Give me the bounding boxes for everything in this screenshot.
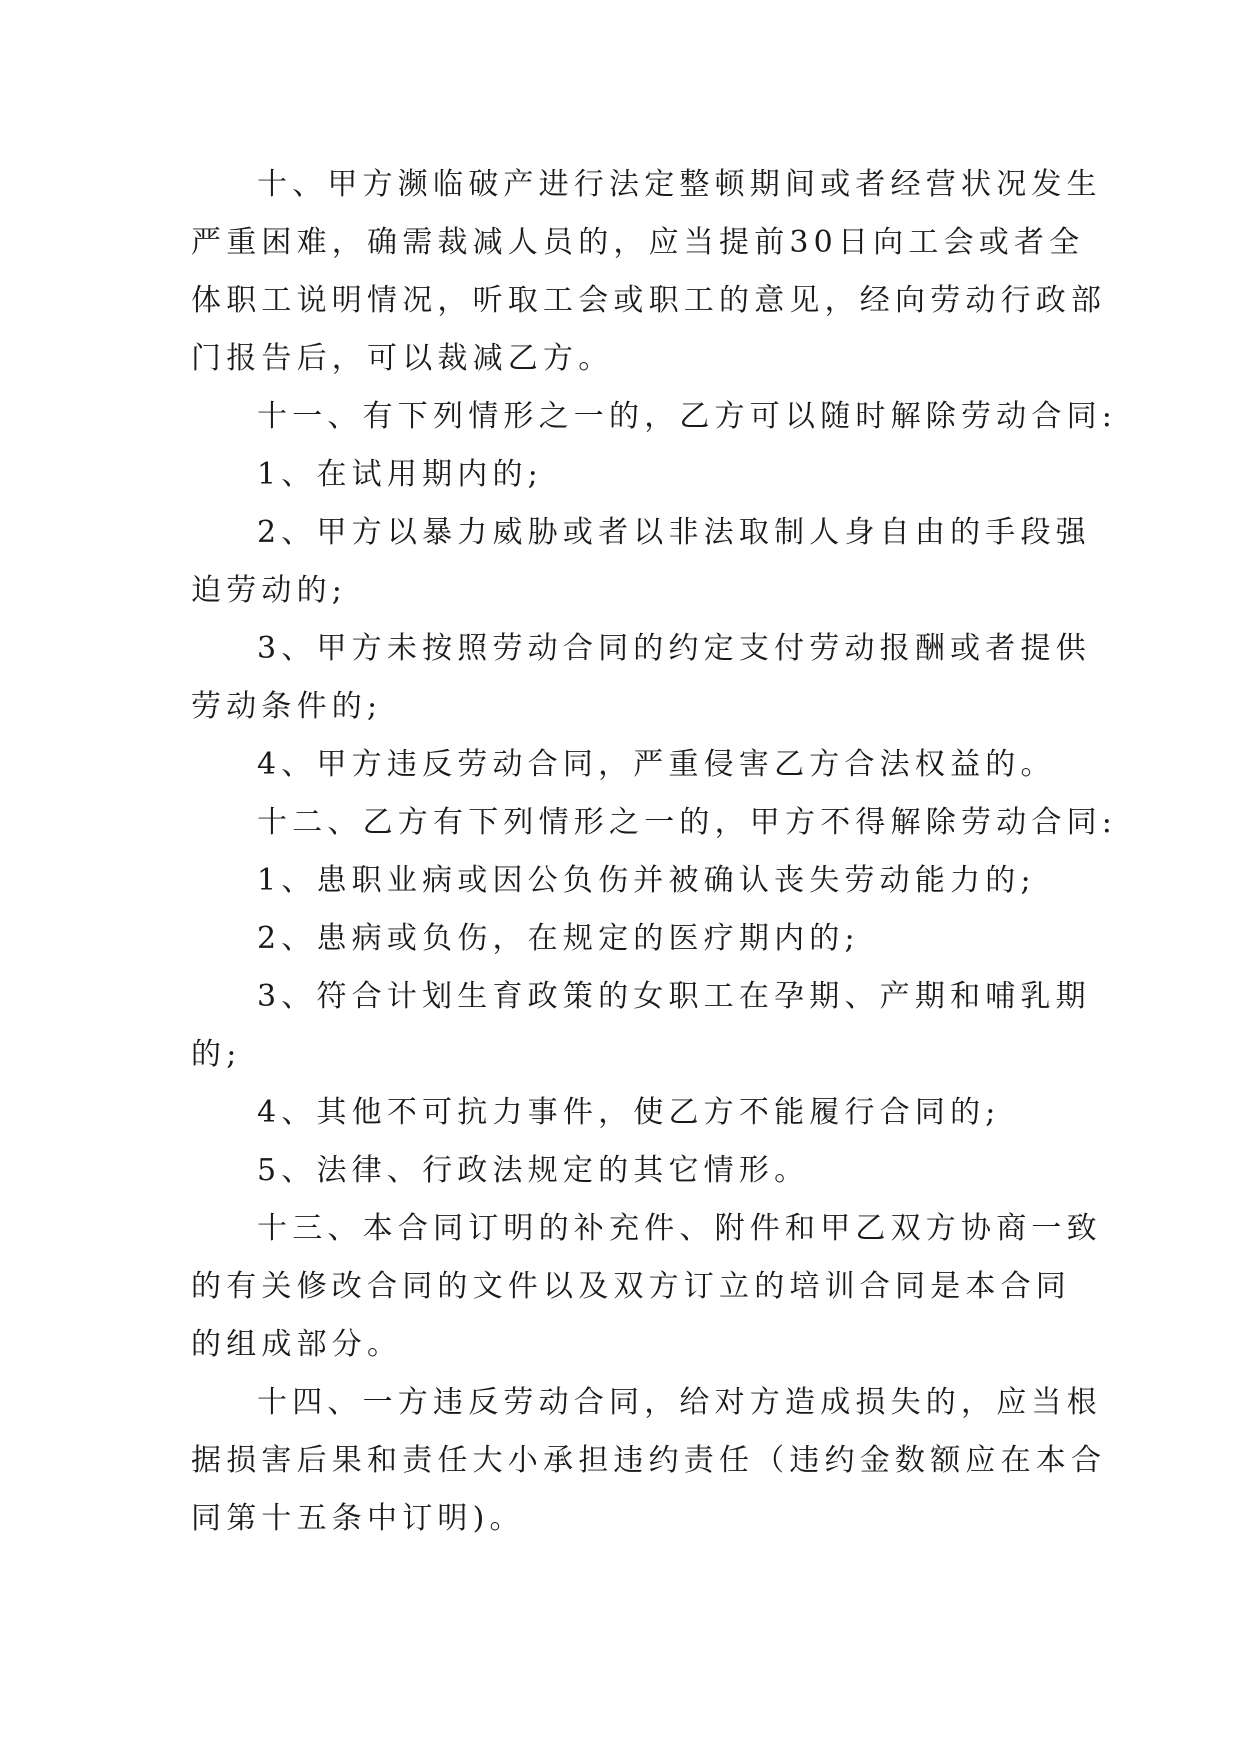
text-line: 的;: [191, 1037, 242, 1072]
text-line: 2、甲方以暴力威胁或者以非法取制人身自由的手段强: [257, 515, 1091, 550]
clause-12-item-1-paragraph: [191, 852, 1041, 910]
text-line: 的组成部分。: [191, 1327, 403, 1362]
text-line: 劳动条件的;: [191, 689, 383, 724]
text-line: 2、患病或负伤，在规定的医疗期内的;: [257, 921, 860, 956]
text-line: 十、甲方濒临破产进行法定整顿期间或者经营状况发生: [257, 167, 1102, 202]
text-line: 十四、一方违反劳动合同，给对方造成损失的，应当根: [257, 1385, 1102, 1420]
document-body: [191, 156, 1118, 1548]
clause-12-item-4-paragraph: [191, 1084, 1041, 1142]
clause-11-paragraph: [191, 388, 1118, 446]
text-line: 迫劳动的;: [191, 573, 348, 608]
text-line: 十三、本合同订明的补充件、附件和甲乙双方协商一致: [257, 1211, 1102, 1246]
clause-12-item-3-paragraph: [191, 968, 1091, 1084]
text-line: 严重困难，确需裁减人员的，应当提前30日向工会或者全: [191, 225, 1085, 260]
clause-12-paragraph: [191, 794, 1118, 852]
text-line: 十二、乙方有下列情形之一的，甲方不得解除劳动合同:: [257, 805, 1118, 840]
clause-13-paragraph: [191, 1200, 1102, 1374]
text-line: 4、甲方违反劳动合同，严重侵害乙方合法权益的。: [257, 747, 1056, 782]
text-line: 3、甲方未按照劳动合同的约定支付劳动报酬或者提供: [257, 631, 1091, 666]
text-line: 1、在试用期内的;: [257, 457, 543, 492]
text-line: 3、符合计划生育政策的女职工在孕期、产期和哺乳期: [257, 979, 1091, 1014]
clause-11-item-1-paragraph: [191, 446, 1041, 504]
text-line: 门报告后，可以裁减乙方。: [191, 341, 614, 376]
text-line: 十一、有下列情形之一的，乙方可以随时解除劳动合同:: [257, 399, 1118, 434]
clause-12-item-2-paragraph: [191, 910, 1041, 968]
clause-11-item-3-paragraph: [191, 620, 1091, 736]
clause-11-item-2-paragraph: [191, 504, 1091, 620]
clause-11-item-4-paragraph: [191, 736, 1056, 794]
text-line: 体职工说明情况，听取工会或职工的意见，经向劳动行政部: [191, 283, 1107, 318]
text-line: 据损害后果和责任大小承担违约责任（违约金数额应在本合: [191, 1443, 1107, 1478]
text-line: 的有关修改合同的文件以及双方订立的培训合同是本合同: [191, 1269, 1071, 1304]
clause-14-paragraph: [191, 1374, 1107, 1548]
clause-12-item-5-paragraph: [191, 1142, 1041, 1200]
clause-10-paragraph: [191, 156, 1107, 388]
text-line: 5、法律、行政法规定的其它情形。: [257, 1153, 810, 1188]
text-line: 同第十五条中订明)。: [191, 1501, 525, 1536]
text-line: 4、其他不可抗力事件，使乙方不能履行合同的;: [257, 1095, 1001, 1130]
text-line: 1、患职业病或因公负伤并被确认丧失劳动能力的;: [257, 863, 1036, 898]
